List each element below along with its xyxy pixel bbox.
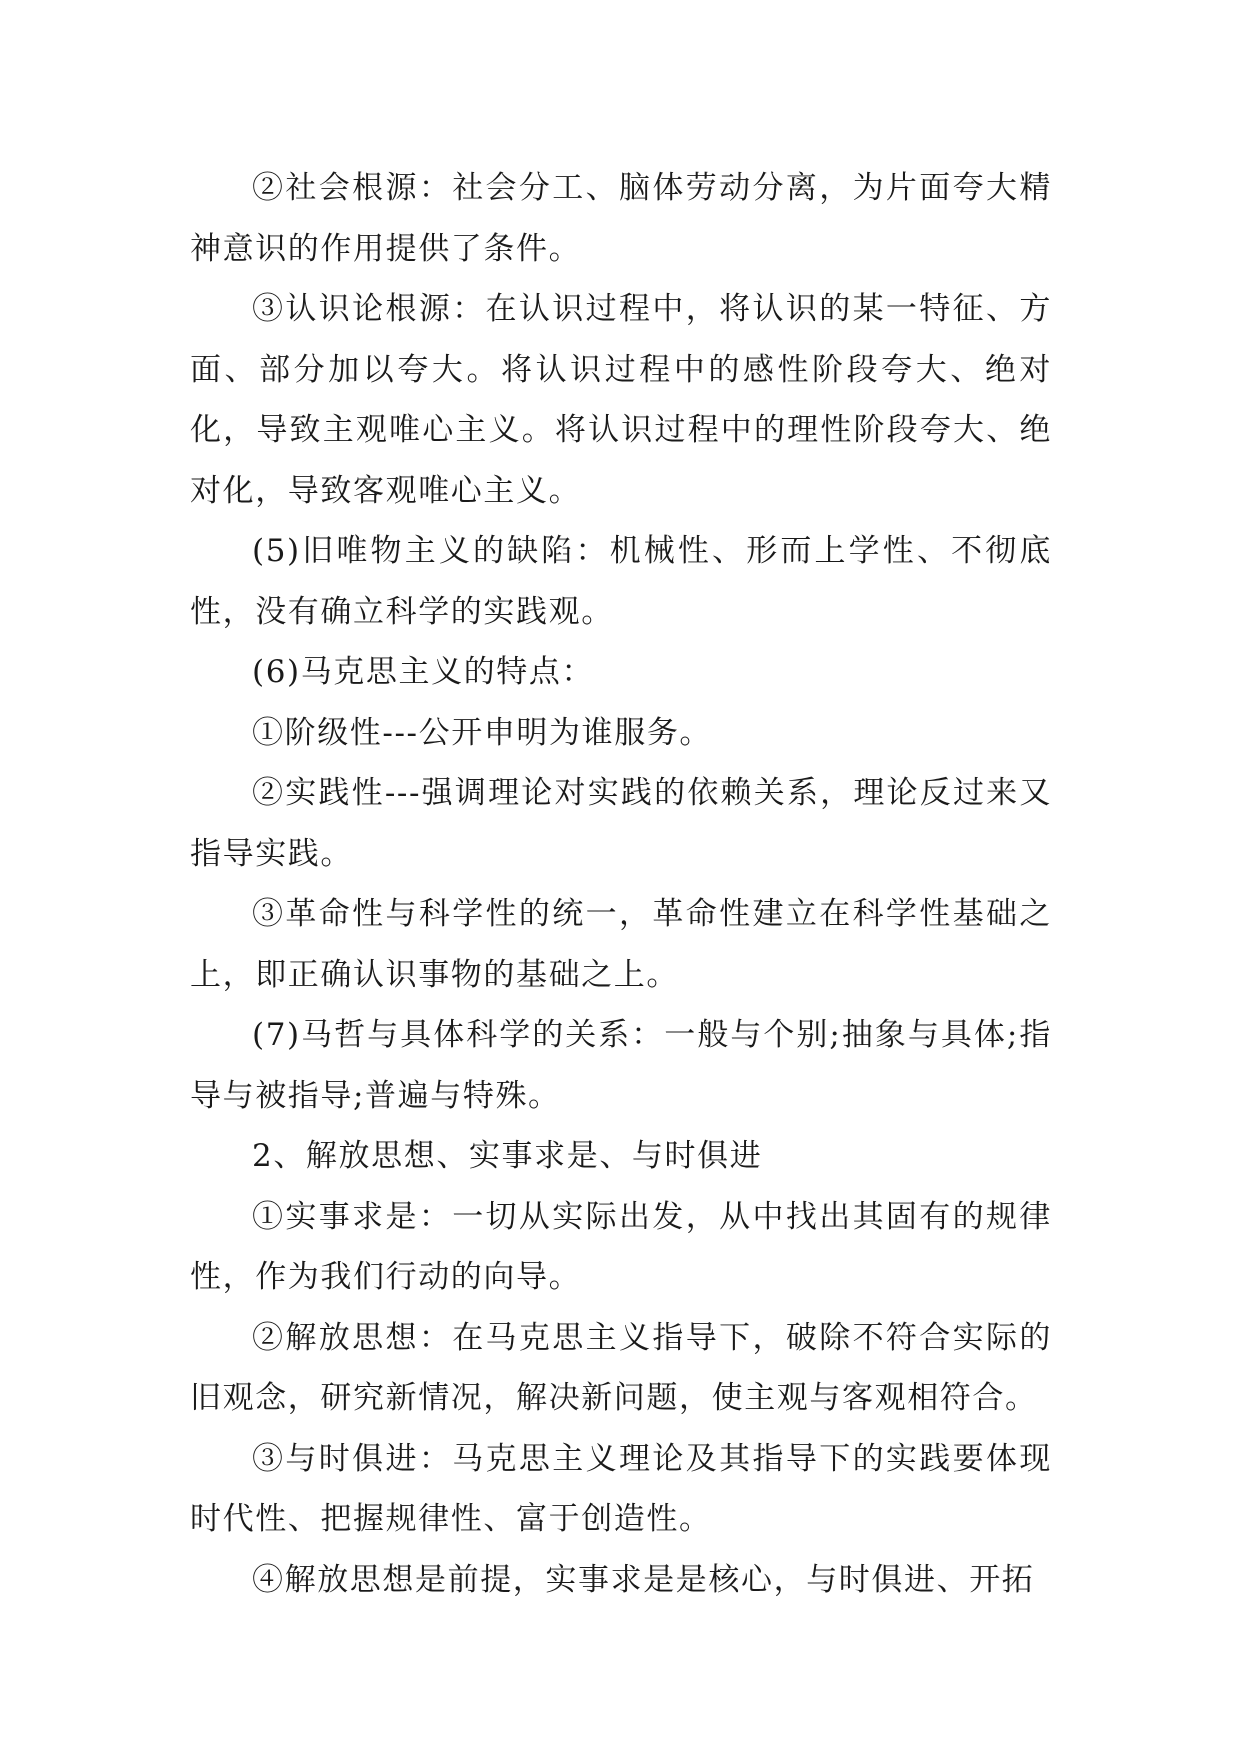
paragraph-emancipate-mind: ②解放思想：在马克思主义指导下，破除不符合实际的旧观念，研究新情况，解决新问题，使主观与客观相符合。 xyxy=(190,1319,1052,1416)
paragraph-class-nature: ①阶级性---公开申明为谁服务。 xyxy=(252,714,713,751)
paragraph-keep-pace: ③与时俱进：马克思主义理论及其指导下的实践要体现时代性、把握规律性、富于创造性。 xyxy=(190,1440,1052,1537)
paragraph-revolutionary-scientific: ③革命性与科学性的统一，革命性建立在科学性基础之上，即正确认识事物的基础之上。 xyxy=(190,896,1052,993)
paragraph-philosophy-science: (7)马哲与具体科学的关系：一般与个别;抽象与具体;指导与被指导;普遍与特殊。 xyxy=(190,1017,1052,1114)
paragraph-social-root: ②社会根源：社会分工、脑体劳动分离，为片面夸大精神意识的作用提供了条件。 xyxy=(190,170,1052,267)
section-heading-emancipate-mind: 2、解放思想、实事求是、与时俱进 xyxy=(252,1138,763,1174)
document-body xyxy=(190,158,1052,1610)
paragraph-seek-truth: ①实事求是：一切从实际出发，从中找出其固有的规律性，作为我们行动的向导。 xyxy=(190,1198,1052,1295)
paragraph-epistemology-root: ③认识论根源：在认识过程中，将认识的某一特征、方面、部分加以夸大。将认识过程中的感性阶段夸大、绝对化，导致主观唯心主义。将认识过程中的理性阶段夸大、绝对化，导致客观唯心主义。 xyxy=(190,291,1052,509)
paragraph-marxism-features: (6)马克思主义的特点： xyxy=(252,654,595,690)
paragraph-practicality: ②实践性---强调理论对实践的依赖关系，理论反过来又指导实践。 xyxy=(190,775,1052,872)
paragraph-premise-core: ④解放思想是前提，实事求是是核心，与时俱进、开拓 xyxy=(252,1561,1035,1598)
paragraph-old-materialism: (5)旧唯物主义的缺陷：机械性、形而上学性、不彻底性，没有确立科学的实践观。 xyxy=(190,533,1052,630)
